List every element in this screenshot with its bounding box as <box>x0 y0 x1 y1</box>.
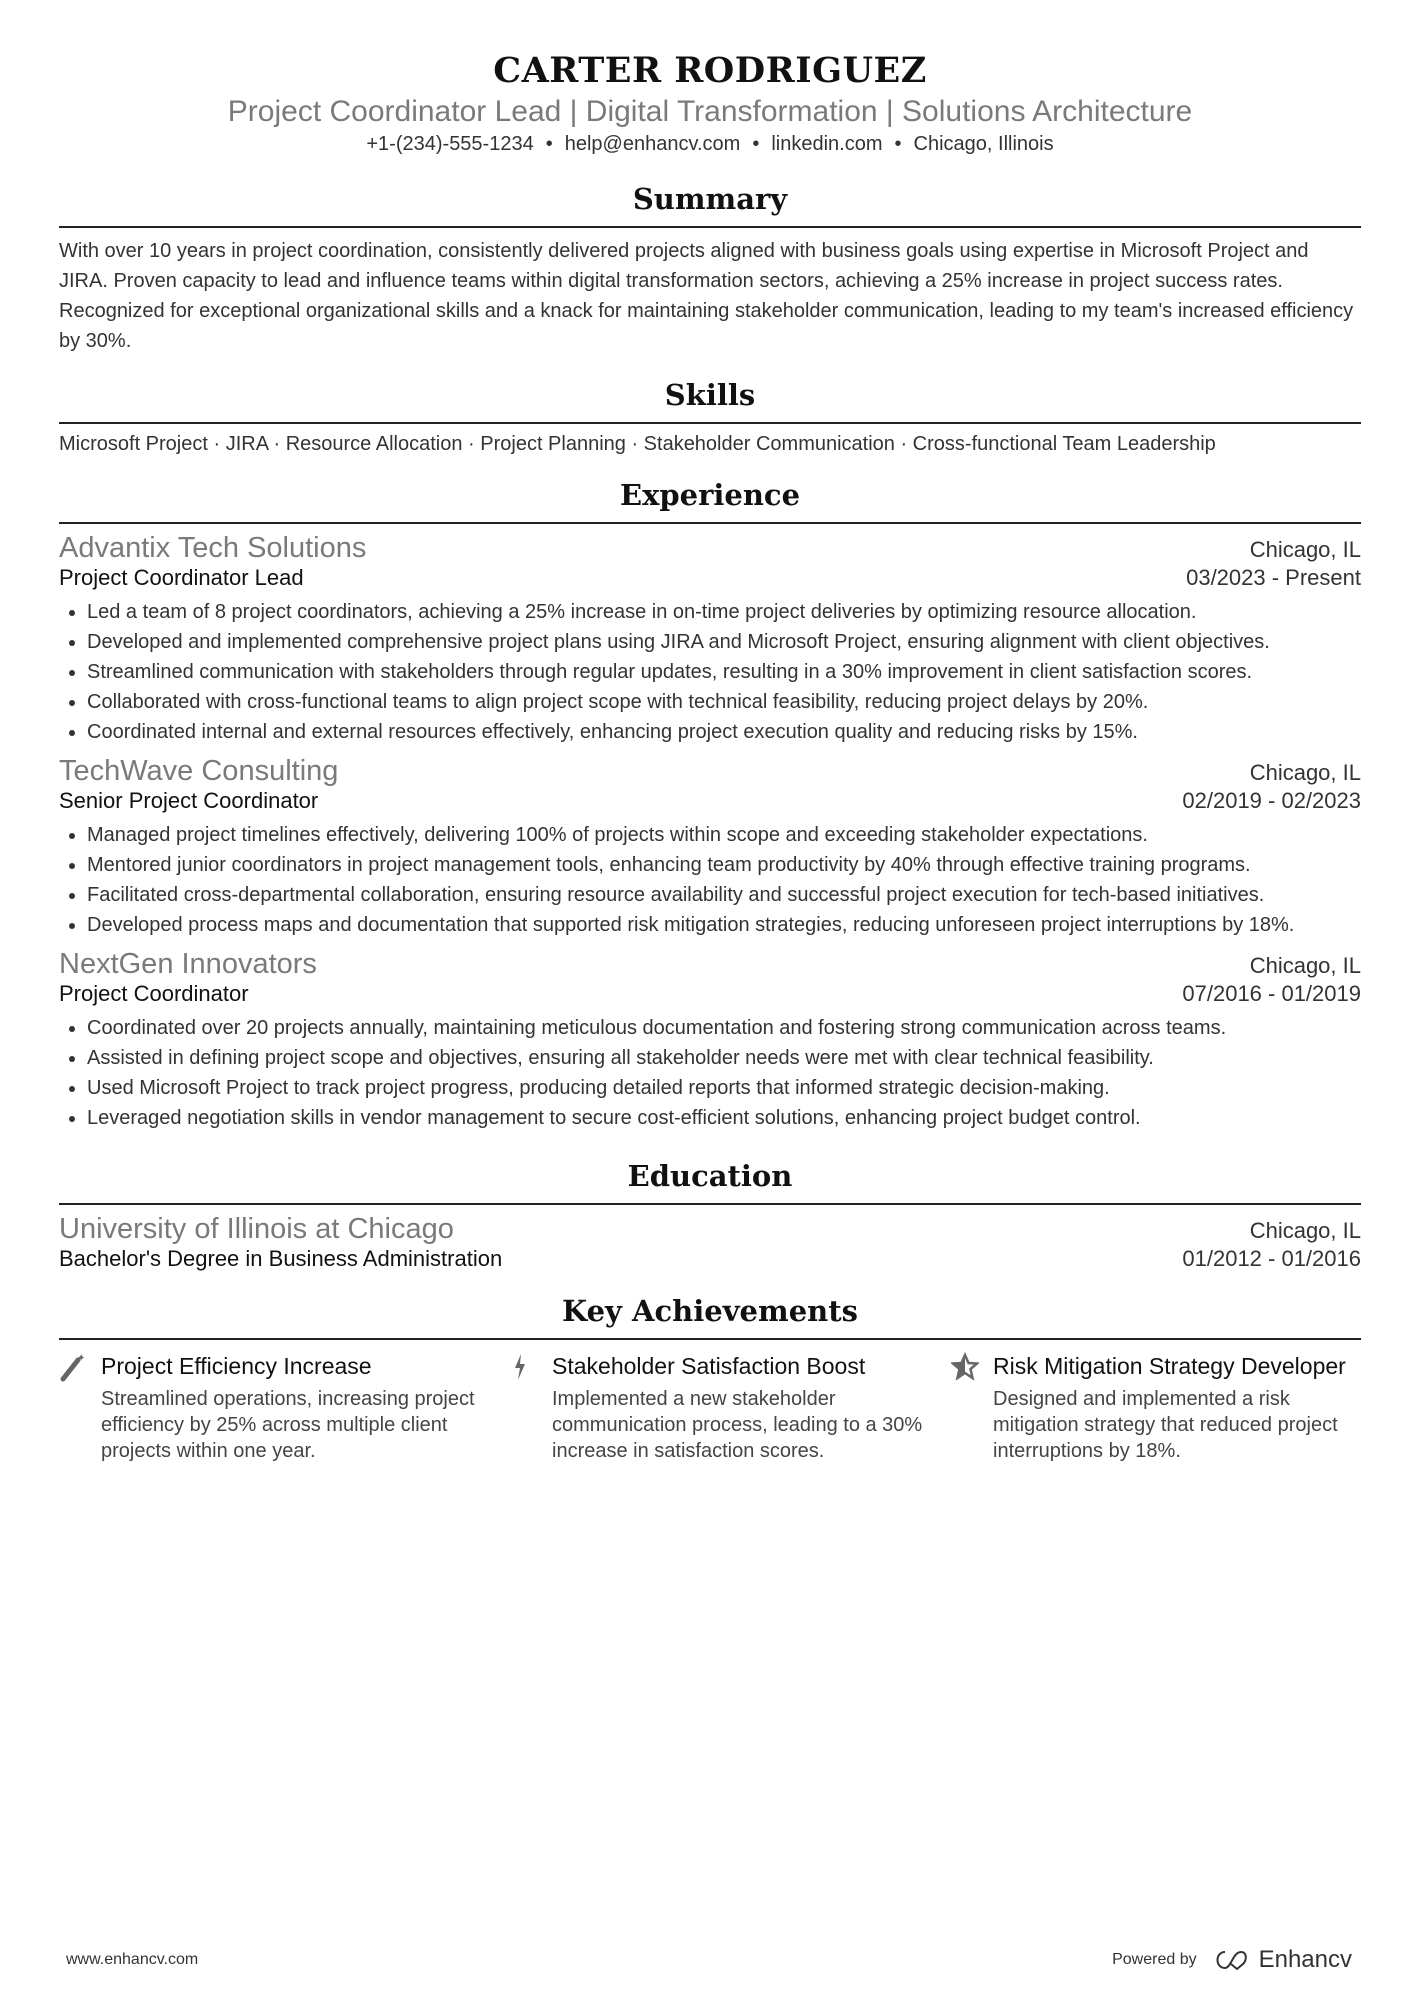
job-bullet: • Used Microsoft Project to track project progress, producing detailed reports that informed strategic decision-making. <box>87 1073 1361 1103</box>
achievement-desc: Implemented a new stakeholder communication process, leading to a 30% increase in satisfaction scores. <box>552 1388 923 1462</box>
enhancv-logo-icon <box>1211 1948 1251 1972</box>
job-bullet: • Coordinated over 20 projects annually, maintaining meticulous documentation and fostering strong communication across teams. <box>87 1013 1361 1043</box>
enhancv-brand: Enhancv <box>1258 1946 1352 1973</box>
job-bullet: • Assisted in defining project scope and objectives, ensuring all stakeholder needs were met with clear technical feasibility. <box>87 1043 1361 1073</box>
job-dates: 07/2016 - 01/2019 <box>1182 981 1361 1006</box>
job-bullet: • Led a team of 8 project coordinators, achieving a 25% increase in on-time project deliveries by optimizing resource allocation. <box>87 597 1361 627</box>
achievement-title: Risk Mitigation Strategy Developer <box>993 1353 1346 1379</box>
enhancv-logo[interactable] <box>1211 1946 1352 1974</box>
powered-by-label: Powered by <box>1112 1951 1197 1968</box>
job-bullet: • Developed and implemented comprehensive project plans using JIRA and Microsoft Project, ensuring alignment with client objectives. <box>87 627 1361 657</box>
company-name: NextGen Innovators <box>59 948 317 980</box>
powered-by <box>1112 1946 1352 1974</box>
achievement-item <box>510 1352 951 1464</box>
job-entry <box>59 755 1361 940</box>
job-bullet: • Streamlined communication with stakeholders through regular updates, resulting in a 30% improvement in client satisfaction scores. <box>87 657 1361 687</box>
job-role: Senior Project Coordinator <box>59 788 319 813</box>
linkedin[interactable]: linkedin.com <box>771 133 883 155</box>
summary-text: With over 10 years in project coordination, consistently delivered projects aligned with business goals using expertise in Microsoft Project and JIRA. Proven capacity to lead and influence teams within digital transformation sectors, achieving a 25% increase in project success rates. Recognized for exceptional organizational skills and a knack for maintaining stakeholder communication, leading to my team's increased efficiency by 30%. <box>59 240 1354 352</box>
job-location: Chicago, IL <box>1249 537 1361 562</box>
education-heading: Education <box>59 1159 1361 1205</box>
candidate-title: Project Coordinator Lead | Digital Transformation | Solutions Architecture <box>227 95 1193 128</box>
education-dates: 01/2012 - 01/2016 <box>1182 1246 1361 1271</box>
resume <box>59 0 1361 1464</box>
job-bullets <box>59 597 1361 747</box>
achievement-title: Project Efficiency Increase <box>101 1353 372 1379</box>
job-entry <box>59 948 1361 1133</box>
star-icon <box>951 1352 993 1464</box>
skills-list: Microsoft Project · JIRA · Resource Allocation · Project Planning · Stakeholder Communication · Cross-functional Team Leadership <box>59 433 1216 455</box>
job-bullet: • Managed project timelines effectively, delivering 100% of projects within scope and exceeding stakeholder expectations. <box>87 820 1361 850</box>
company-name: Advantix Tech Solutions <box>59 532 367 564</box>
job-bullet: • Developed process maps and documentation that supported risk mitigation strategies, reducing unforeseen project interruptions by 18%. <box>87 910 1361 940</box>
phone: +1-(234)-555-1234 <box>366 133 534 155</box>
location: Chicago, Illinois <box>913 133 1054 155</box>
school-name: University of Illinois at Chicago <box>59 1213 454 1245</box>
summary-heading: Summary <box>59 182 1361 228</box>
svg-text:✦: ✦ <box>77 1353 86 1364</box>
achievements-list <box>59 1352 1361 1464</box>
footer-website[interactable]: www.enhancv.com <box>66 1951 199 1968</box>
job-entry <box>59 532 1361 747</box>
candidate-name: CARTER RODRIGUEZ <box>493 50 927 91</box>
job-location: Chicago, IL <box>1249 760 1361 785</box>
job-bullets <box>59 820 1361 940</box>
achievement-desc: Designed and implemented a risk mitigation strategy that reduced project interruptions by 18%. <box>993 1388 1338 1462</box>
achievements-heading: Key Achievements <box>59 1294 1361 1340</box>
achievement-item <box>59 1352 510 1464</box>
job-bullet: • Leveraged negotiation skills in vendor management to secure cost-efficient solutions, enhancing project budget control. <box>87 1103 1361 1133</box>
school-location: Chicago, IL <box>1249 1218 1361 1243</box>
job-bullets <box>59 1013 1361 1133</box>
job-location: Chicago, IL <box>1249 953 1361 978</box>
job-bullet: • Coordinated internal and external resources effectively, enhancing project execution quality and reducing risks by 15%. <box>87 717 1361 747</box>
job-dates: 02/2019 - 02/2023 <box>1182 788 1361 813</box>
job-bullet: • Facilitated cross-departmental collaboration, ensuring resource availability and successful project execution for tech-based initiatives. <box>87 880 1361 910</box>
job-bullet: • Collaborated with cross-functional teams to align project scope with technical feasibility, reducing project delays by 20%. <box>87 687 1361 717</box>
email[interactable]: help@enhancv.com <box>564 133 741 155</box>
footer <box>66 1946 1352 1974</box>
contact-line: +1-(234)-555-1234 • help@enhancv.com • linkedin.com • Chicago, Illinois <box>366 133 1054 155</box>
job-bullet: • Mentored junior coordinators in project management tools, enhancing team productivity by 40% through effective training programs. <box>87 850 1361 880</box>
company-name: TechWave Consulting <box>59 755 339 787</box>
lightning-icon <box>510 1352 552 1464</box>
job-role: Project Coordinator Lead <box>59 565 304 590</box>
experience-heading: Experience <box>59 478 1361 524</box>
magic-wand-icon <box>59 1352 101 1464</box>
achievement-title: Stakeholder Satisfaction Boost <box>552 1353 866 1379</box>
skills-heading: Skills <box>59 378 1361 424</box>
education-entry <box>59 1213 1361 1272</box>
experience-list <box>59 532 1361 1133</box>
achievement-item <box>951 1352 1361 1464</box>
job-role: Project Coordinator <box>59 981 249 1006</box>
achievement-desc: Streamlined operations, increasing project efficiency by 25% across multiple client projects within one year. <box>101 1388 475 1462</box>
degree: Bachelor's Degree in Business Administration <box>59 1246 503 1271</box>
job-dates: 03/2023 - Present <box>1186 565 1361 590</box>
